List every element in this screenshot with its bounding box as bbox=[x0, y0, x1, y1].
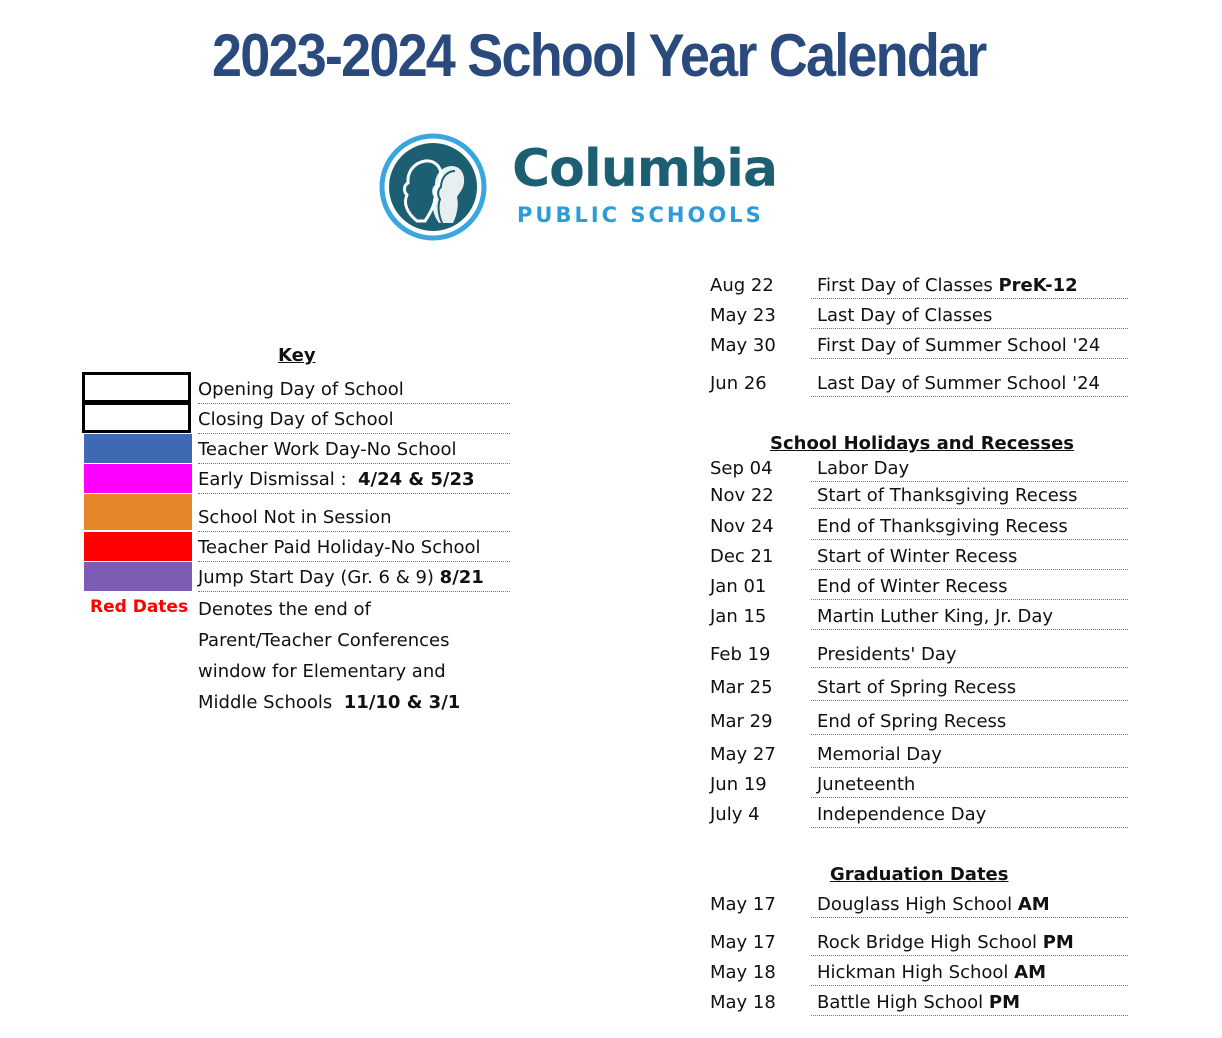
list-item: Mar 29 End of Spring Recess bbox=[710, 709, 1130, 735]
key-swatch-teacher-work-day bbox=[84, 434, 192, 463]
key-swatch-jump-start bbox=[84, 562, 192, 591]
list-item: May 17 Douglass High School AM bbox=[710, 892, 1130, 918]
list-item: Nov 24 End of Thanksgiving Recess bbox=[710, 514, 1130, 540]
key-label-jump-start: Jump Start Day (Gr. 6 & 9) 8/21 bbox=[198, 563, 510, 592]
key-swatch-closing-day bbox=[82, 402, 191, 433]
key-label-not-in-session: School Not in Session bbox=[198, 503, 510, 532]
list-item: May 18 Battle High School PM bbox=[710, 990, 1130, 1016]
logo-subtitle: PUBLIC SCHOOLS bbox=[517, 203, 764, 227]
key-swatch-not-in-session bbox=[84, 494, 192, 530]
list-item: Jun 26 Last Day of Summer School '24 bbox=[710, 371, 1130, 397]
list-item: May 18 Hickman High School AM bbox=[710, 960, 1130, 986]
list-item: May 17 Rock Bridge High School PM bbox=[710, 930, 1130, 956]
page-title: 2023-2024 School Year Calendar bbox=[212, 22, 986, 89]
silhouettes-logo-icon bbox=[377, 133, 489, 241]
red-dates-label: Red Dates bbox=[90, 597, 189, 617]
list-item: May 23 Last Day of Classes bbox=[710, 303, 1130, 329]
graduation-heading: Graduation Dates bbox=[830, 864, 1009, 885]
list-item: May 27 Memorial Day bbox=[710, 742, 1130, 768]
list-item: Nov 22 Start of Thanksgiving Recess bbox=[710, 483, 1130, 509]
key-label-paid-holiday: Teacher Paid Holiday-No School bbox=[198, 533, 510, 562]
key-label-opening-day: Opening Day of School bbox=[198, 375, 510, 404]
list-item: Mar 25 Start of Spring Recess bbox=[710, 675, 1130, 701]
list-item: Aug 22 First Day of Classes PreK-12 bbox=[710, 273, 1130, 299]
district-logo bbox=[377, 133, 797, 243]
list-item: Sep 04 Labor Day bbox=[710, 456, 1130, 482]
holidays-heading: School Holidays and Recesses bbox=[770, 433, 1074, 454]
key-swatch-opening-day bbox=[82, 372, 191, 403]
key-swatch-paid-holiday bbox=[84, 532, 192, 561]
key-swatch-early-dismissal bbox=[84, 464, 192, 493]
list-item: July 4 Independence Day bbox=[710, 802, 1130, 828]
logo-name: Columbia bbox=[512, 139, 778, 199]
red-dates-note: Denotes the end of Parent/Teacher Conferences window for Elementary and Middle Schools 11/10 & 3/1 bbox=[198, 599, 461, 713]
list-item: Jan 01 End of Winter Recess bbox=[710, 574, 1130, 600]
list-item: Jan 15 Martin Luther King, Jr. Day bbox=[710, 604, 1130, 630]
key-label-teacher-work-day: Teacher Work Day-No School bbox=[198, 435, 510, 464]
key-heading: Key bbox=[278, 345, 316, 366]
list-item: Feb 19 Presidents' Day bbox=[710, 642, 1130, 668]
list-item: May 30 First Day of Summer School '24 bbox=[710, 333, 1130, 359]
key-label-early-dismissal: Early Dismissal : 4/24 & 5/23 bbox=[198, 465, 510, 494]
list-item: Jun 19 Juneteenth bbox=[710, 772, 1130, 798]
key-label-closing-day: Closing Day of School bbox=[198, 405, 510, 434]
list-item: Dec 21 Start of Winter Recess bbox=[710, 544, 1130, 570]
